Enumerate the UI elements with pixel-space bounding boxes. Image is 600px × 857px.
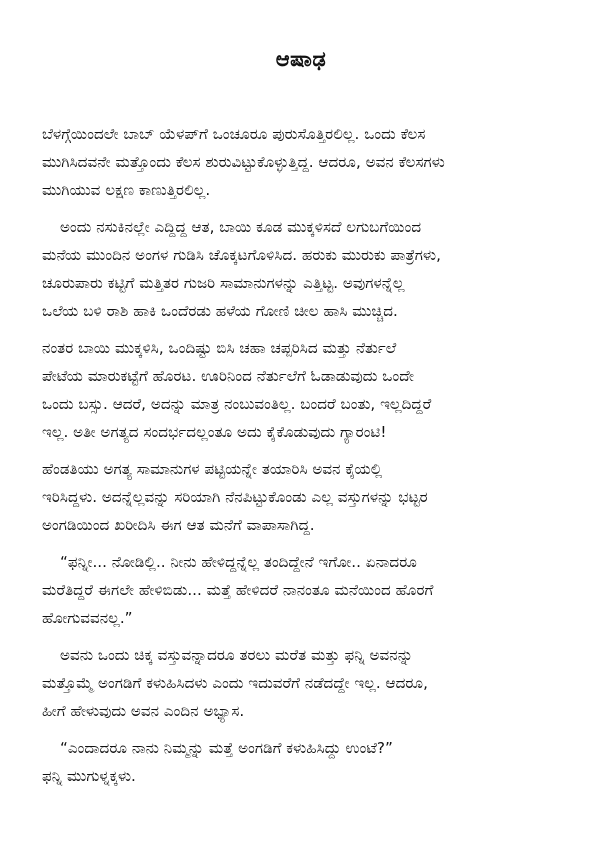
- paragraph-line: ಇಲ್ಲ. ಅತೀ ಅಗತ್ಯದ ಸಂದರ್ಭದಲ್ಲಂತೂ ಅದು ಕೈಕೊಡುವುದು ಗ್ಯಾರಂಟಿ!: [42, 423, 387, 441]
- story-body: [42, 120, 560, 790]
- paragraph-line: ನಂತರ ಬಾಯಿ ಮುಕ್ಕಳಿಸಿ, ಒಂದಿಷ್ಟು ಬಿಸಿ ಚಹಾ ಚಪ್ಪರಿಸಿದ ಮತ್ತು ನೆರ್ತುಲೆ: [42, 339, 397, 357]
- paragraph-line: ಮನೆಯ ಮುಂದಿನ ಅಂಗಳ ಗುಡಿಸಿ ಚೊಕ್ಕಟಗೊಳಿಸಿದ. ಹರುಕು ಮುರುಕು ಪಾತ್ರೆಗಳು,: [42, 246, 441, 264]
- page-title: ಆಷಾಢ: [275, 47, 327, 71]
- paragraph-5: [42, 548, 560, 632]
- paragraph-line: “ಫನ್ನೀ... ನೋಡಿಲ್ಲಿ.. ನೀನು ಹೇಳಿದ್ದನ್ನೆಲ್ಲ ತಂದಿದ್ದೇನೆ ಇಗೋ.. ಏನಾದರೂ: [60, 553, 417, 571]
- paragraph-line: “ಎಂದಾದರೂ ನಾನು ನಿಮ್ಮನ್ನು ಮತ್ತೆ ಅಂಗಡಿಗೆ ಕಳುಹಿಸಿದ್ದು ಉಂಟೆ?”: [60, 739, 393, 757]
- paragraph-line: ಮುಗಿಯುವ ಲಕ್ಷಣ ಕಾಣುತ್ತಿರಲಿಲ್ಲ.: [42, 181, 211, 199]
- paragraph-line: ಇರಿಸಿದ್ದಳು. ಅದನ್ನೆಲ್ಲವನ್ನು ಸರಿಯಾಗಿ ನೆನಪಿಟ್ಟುಕೊಂಡು ಎಲ್ಲ ವಸ್ತುಗಳನ್ನು ಭಟ್ಟರ: [42, 488, 428, 506]
- paragraph-7: [42, 734, 560, 790]
- paragraph-1: [42, 120, 560, 204]
- paragraph-line: ಮರೆತಿದ್ದರೆ ಈಗಲೇ ಹೇಳಿಬಿಡು... ಮತ್ತೆ ಹೇಳಿದರೆ ನಾನಂತೂ ಮನೆಯಿಂದ ಹೊರಗೆ: [42, 581, 434, 599]
- paragraph-6: [42, 641, 560, 725]
- paragraph-line: ಒಲೆಯ ಬಳಿ ರಾಶಿ ಹಾಕಿ ಒಂದೆರಡು ಹಳೆಯ ಗೋಣಿ ಚೀಲ ಹಾಸಿ ಮುಚ್ಚಿದ.: [42, 302, 398, 320]
- paragraph-line: ಹೆಂಡತಿಯು ಅಗತ್ಯ ಸಾಮಾನುಗಳ ಪಟ್ಟಿಯನ್ನೇ ತಯಾರಿಸಿ ಅವನ ಕೈಯಲ್ಲಿ: [42, 460, 383, 478]
- paragraph-line: ಅಂದು ನಸುಕಿನಲ್ಲೇ ಎದ್ದಿದ್ದ ಆತ, ಬಾಯಿ ಕೂಡ ಮುಕ್ಕಳಿಸದೆ ಲಗುಬಗೆಯಿಂದ: [60, 218, 422, 236]
- paragraph-line: ಅವನು ಒಂದು ಚಿಕ್ಕ ವಸ್ತುವನ್ನಾದರೂ ತರಲು ಮರೆತ ಮತ್ತು ಫನ್ನಿ ಅವನನ್ನು: [60, 646, 414, 664]
- paragraph-2: [42, 213, 560, 325]
- paragraph-line: ಹೋಗುವವನಲ್ಲ.”: [42, 609, 133, 627]
- paragraph-4: [42, 455, 560, 539]
- paragraph-line: ಫನ್ನಿ ಮುಗುಳ್ನಕ್ಕಳು.: [42, 767, 136, 785]
- paragraph-line: ಹೀಗೆ ಹೇಳುವುದು ಅವನ ಎಂದಿನ ಅಭ್ಯಾಸ.: [42, 702, 245, 720]
- paragraph-line: ಒಂದು ಬಸ್ಸು. ಆದರೆ, ಅದನ್ನು ಮಾತ್ರ ನಂಬುವಂತಿಲ್ಲ. ಬಂದರೆ ಬಂತು, ಇಲ್ಲದಿದ್ದರೆ: [42, 395, 432, 413]
- paragraph-3: [42, 334, 560, 446]
- paragraph-line: ಬೆಳಗ್ಗೆಯಿಂದಲೇ ಬಾಬ್ ಯೆಳಪ್‌ಗೆ ಒಂಚೂರೂ ಪುರುಸೊತ್ತಿರಲಿಲ್ಲ. ಒಂದು ಕೆಲಸ: [42, 125, 426, 143]
- paragraph-line: ಚೂರುಪಾರು ಕಟ್ಟಿಗೆ ಮತ್ತಿತರ ಗುಜರಿ ಸಾಮಾನುಗಳನ್ನು ಎತ್ತಿಟ್ಟ. ಅವುಗಳನ್ನೆಲ್ಲ: [42, 274, 405, 292]
- paragraph-line: ಅಂಗಡಿಯಿಂದ ಖರೀದಿಸಿ ಈಗ ಆತ ಮನೆಗೆ ವಾಪಾಸಾಗಿದ್ದ.: [42, 516, 315, 534]
- paragraph-line: ಮತ್ತೊಮ್ಮೆ ಅಂಗಡಿಗೆ ಕಳುಹಿಸಿದಳು ಎಂದು ಇದುವರೆಗೆ ನಡೆದದ್ದೇ ಇಲ್ಲ. ಆದರೂ,: [42, 674, 428, 692]
- paragraph-line: ಮುಗಿಸಿದವನೇ ಮತ್ತೊಂದು ಕೆಲಸ ಶುರುವಿಟ್ಟುಕೊಳ್ಳುತ್ತಿದ್ದ. ಆದರೂ, ಅವನ ಕೆಲಸಗಳು: [42, 153, 445, 171]
- paragraph-line: ಪೇಟೆಯ ಮಾರುಕಟ್ಟೆಗೆ ಹೊರಟ. ಊರಿನಿಂದ ನೆರ್ತುಲೆಗೆ ಓಡಾಡುವುದು ಒಂದೇ: [42, 367, 414, 385]
